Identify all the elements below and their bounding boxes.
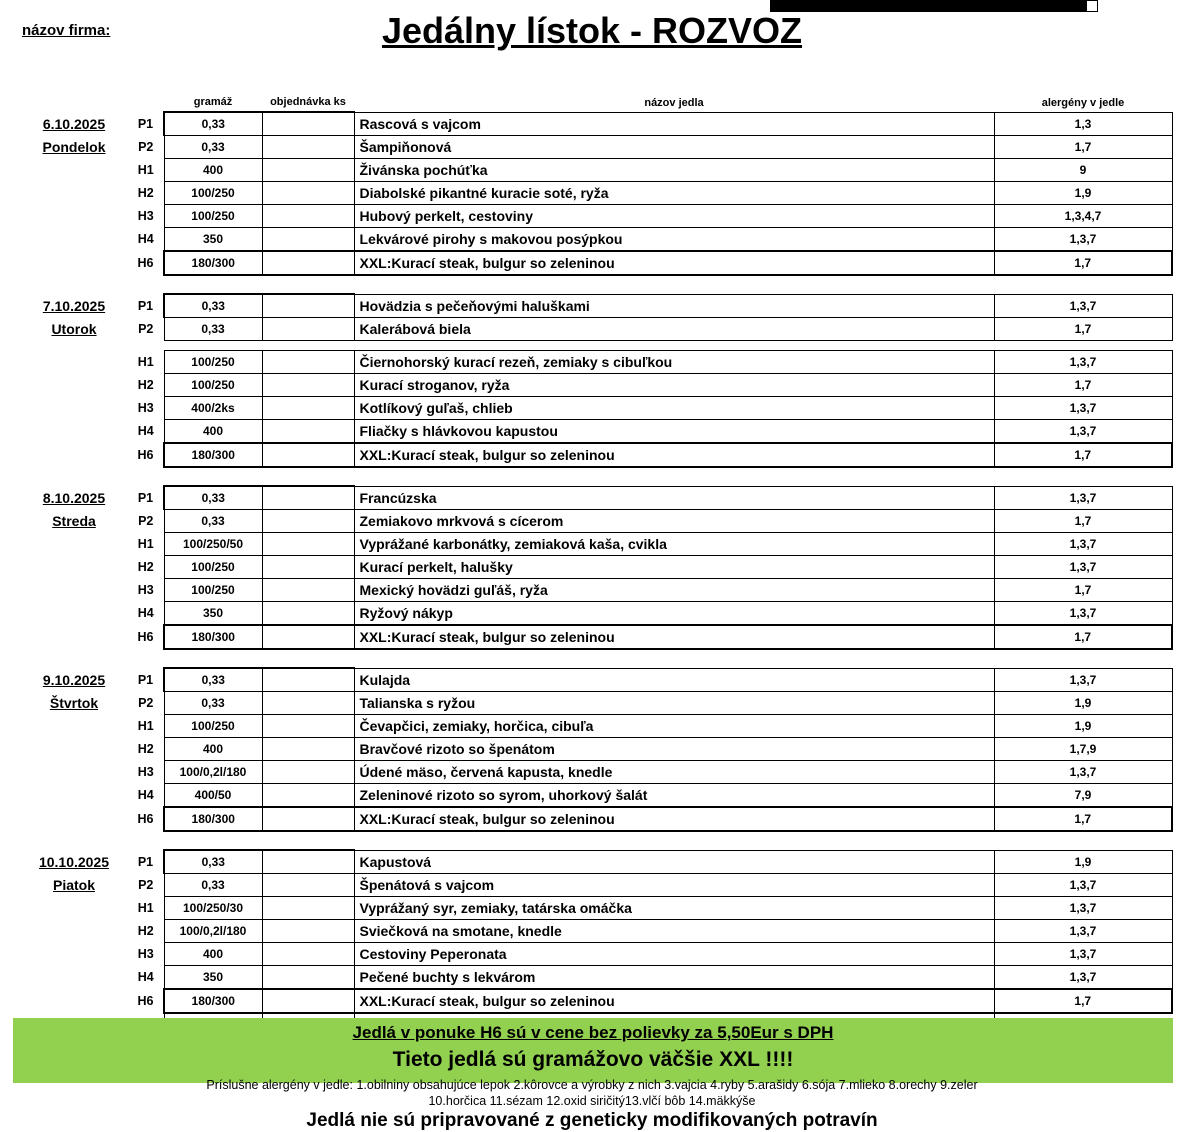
row-gramaz: 180/300: [164, 807, 262, 831]
row-date-empty: [20, 579, 128, 602]
row-allergens: 1,3,4,7: [994, 205, 1172, 228]
table-header-row: [20, 88, 1172, 112]
spacer-cell: [128, 831, 164, 850]
row-code: P1: [137, 116, 154, 131]
spacer-cell: [994, 275, 1172, 294]
row-order-input[interactable]: [262, 205, 354, 228]
spacer-cell: [20, 275, 128, 294]
spacer-cell: [262, 275, 354, 294]
row-allergens: 1,3,7: [994, 943, 1172, 966]
row-date-empty: [20, 784, 128, 808]
table-row: [20, 784, 1172, 808]
row-allergens: 1,3,7: [994, 420, 1172, 444]
header-order: objednávka ks: [270, 96, 346, 108]
allergen-legend-line-1: Príslušne alergény v jedle: 1.obilniny obsahujúce lepok 2.kôrovce a výrobky z nich 3.vajcia 4.ryby 5.arašidy 6.sója 7.mlieko 8.orechy 9.zeler: [206, 1078, 978, 1092]
table-row: [20, 443, 1172, 467]
spacer-cell: [994, 649, 1172, 668]
table-row: [20, 692, 1172, 715]
row-code: H4: [137, 232, 154, 247]
row-gramaz: 0,33: [164, 318, 262, 341]
row-date-empty: [20, 205, 128, 228]
spacer-cell: [20, 831, 128, 850]
row-gramaz: 400: [164, 738, 262, 761]
spacer-cell: [20, 467, 128, 486]
row-date-empty: [20, 807, 128, 831]
row-order-input[interactable]: [262, 761, 354, 784]
row-meal-name: Pečené buchty s lekvárom: [354, 966, 994, 990]
row-meal-name: Kurací stroganov, ryža: [354, 374, 994, 397]
promo-banner: [13, 1018, 1173, 1083]
spacer-cell: [354, 275, 994, 294]
row-meal-name: Kurací perkelt, halušky: [354, 556, 994, 579]
row-gramaz: 100/250: [164, 556, 262, 579]
row-order-input[interactable]: [262, 625, 354, 649]
table-row: [20, 182, 1172, 205]
row-allergens: 7,9: [994, 784, 1172, 808]
row-date-empty: [20, 738, 128, 761]
row-order-input[interactable]: [262, 897, 354, 920]
row-meal-name: Údené mäso, červená kapusta, knedle: [354, 761, 994, 784]
table-row: [20, 351, 1172, 374]
row-order-input[interactable]: [262, 850, 354, 874]
row-meal-name: XXL:Kurací steak, bulgur so zeleninou: [354, 807, 994, 831]
row-order-input[interactable]: [262, 397, 354, 420]
row-allergens: 1,7: [994, 443, 1172, 467]
row-gramaz: 400: [164, 420, 262, 444]
row-allergens: 1,3,7: [994, 602, 1172, 626]
row-meal-name: Čevapčici, zemiaky, horčica, cibuľa: [354, 715, 994, 738]
row-meal-name: XXL:Kurací steak, bulgur so zeleninou: [354, 443, 994, 467]
row-date-empty: [20, 397, 128, 420]
spacer-cell: [994, 831, 1172, 850]
row-code: H6: [137, 812, 154, 826]
row-gramaz: 350: [164, 966, 262, 990]
row-allergens: 1,3,7: [994, 351, 1172, 374]
row-allergens: 1,9: [994, 692, 1172, 715]
row-allergens: 1,7: [994, 625, 1172, 649]
row-order-input[interactable]: [262, 420, 354, 444]
row-order-input[interactable]: [262, 159, 354, 182]
row-order-input[interactable]: [262, 966, 354, 990]
row-meal-name: Bravčové rizoto so špenátom: [354, 738, 994, 761]
row-code: H6: [137, 994, 154, 1008]
table-row: [20, 205, 1172, 228]
table-row: [20, 897, 1172, 920]
spacer-cell: [354, 831, 994, 850]
company-name-label: názov firma:: [22, 22, 111, 39]
row-allergens: 1,9: [994, 715, 1172, 738]
row-order-input[interactable]: [262, 692, 354, 715]
row-order-input[interactable]: [262, 943, 354, 966]
header-gramaz: gramáž: [193, 96, 233, 108]
row-allergens: 1,3,7: [994, 397, 1172, 420]
row-gramaz: 180/300: [164, 989, 262, 1013]
table-row: [20, 966, 1172, 990]
header-spacer-date: [20, 88, 128, 112]
row-date: 8.10.2025: [42, 489, 106, 506]
row-gramaz: 0,33: [164, 486, 262, 510]
row-date-empty: [20, 159, 128, 182]
spacer-cell: [262, 467, 354, 486]
header-name: názov jedla: [644, 96, 704, 109]
row-code: H4: [137, 606, 154, 621]
blank-cell: [262, 341, 354, 351]
header-spacer-code: [128, 88, 164, 112]
row-gramaz: 0,33: [164, 850, 262, 874]
table-row: [20, 397, 1172, 420]
row-order-input[interactable]: [262, 989, 354, 1013]
row-date: 7.10.2025: [42, 297, 106, 314]
row-order-input[interactable]: [262, 920, 354, 943]
row-allergens: 9: [994, 159, 1172, 182]
table-row: [20, 112, 1172, 136]
row-order-input[interactable]: [262, 602, 354, 626]
row-meal-name: Vyprážaný syr, zemiaky, tatárska omáčka: [354, 897, 994, 920]
row-date-empty: [20, 897, 128, 920]
spacer-cell: [164, 831, 262, 850]
row-meal-name: Šampiňonová: [354, 136, 994, 159]
row-order-input[interactable]: [262, 874, 354, 897]
day-spacer-row: [20, 831, 1172, 850]
row-gramaz: 100/250: [164, 205, 262, 228]
row-order-input[interactable]: [262, 510, 354, 533]
row-code: H2: [137, 924, 154, 938]
row-date-empty: [20, 943, 128, 966]
row-code: H1: [137, 901, 154, 915]
table-row: [20, 341, 1172, 351]
table-row: [20, 294, 1172, 318]
allergen-legend-line-2: 10.horčica 11.sézam 12.oxid siričitý13.vlčí bôb 14.mäkkýše: [428, 1094, 756, 1108]
row-meal-name: Diabolské pikantné kuracie soté, ryža: [354, 182, 994, 205]
row-date-empty: [20, 182, 128, 205]
row-code: P2: [138, 878, 154, 892]
table-row: [20, 602, 1172, 626]
row-allergens: 1,7: [994, 318, 1172, 341]
row-gramaz: 400: [164, 159, 262, 182]
row-date: 6.10.2025: [42, 115, 106, 132]
row-gramaz: 400/50: [164, 784, 262, 808]
row-gramaz: 0,33: [164, 294, 262, 318]
row-gramaz: 100/250: [164, 182, 262, 205]
row-meal-name: Vyprážané karbonátky, zemiaková kaša, cvikla: [354, 533, 994, 556]
row-order-input[interactable]: [262, 136, 354, 159]
row-order-input[interactable]: [262, 351, 354, 374]
row-code: P1: [137, 490, 154, 505]
row-date-empty: [20, 533, 128, 556]
row-meal-name: Hubový perkelt, cestoviny: [354, 205, 994, 228]
row-meal-name: Živánska pochúťka: [354, 159, 994, 182]
row-meal-name: XXL:Kurací steak, bulgur so zeleninou: [354, 625, 994, 649]
row-allergens: 1,7: [994, 807, 1172, 831]
table-row: [20, 374, 1172, 397]
row-order-input[interactable]: [262, 486, 354, 510]
row-date-empty: [20, 420, 128, 444]
day-spacer-row: [20, 275, 1172, 294]
row-order-input[interactable]: [262, 374, 354, 397]
table-row: [20, 874, 1172, 897]
row-gramaz: 350: [164, 602, 262, 626]
row-allergens: 1,3,7: [994, 920, 1172, 943]
row-gramaz: 100/250: [164, 579, 262, 602]
row-code: H2: [137, 186, 154, 200]
row-meal-name: Hovädzia s pečeňovými haluškami: [354, 294, 994, 318]
spacer-cell: [354, 649, 994, 668]
day-spacer-row: [20, 467, 1172, 486]
row-gramaz: 100/250: [164, 715, 262, 738]
row-order-input[interactable]: [262, 443, 354, 467]
row-order-input[interactable]: [262, 738, 354, 761]
table-row: [20, 850, 1172, 874]
table-row: [20, 738, 1172, 761]
row-allergens: 1,7: [994, 989, 1172, 1013]
row-order-input[interactable]: [262, 807, 354, 831]
row-order-input[interactable]: [262, 318, 354, 341]
header-alergeny: alergény v jedle: [1041, 96, 1125, 109]
row-meal-name: XXL:Kurací steak, bulgur so zeleninou: [354, 989, 994, 1013]
menu-table: [20, 88, 1173, 1059]
row-date-empty: [20, 251, 128, 275]
row-allergens: 1,7: [994, 251, 1172, 275]
row-gramaz: 100/250: [164, 351, 262, 374]
row-code: H2: [137, 560, 154, 574]
row-gramaz: 400: [164, 943, 262, 966]
row-gramaz: 100/0,2l/180: [164, 920, 262, 943]
blank-cell: [164, 341, 262, 351]
row-code: H2: [137, 378, 154, 392]
row-date-empty: [20, 602, 128, 626]
table-row: [20, 228, 1172, 252]
spacer-cell: [354, 467, 994, 486]
row-day: Piatok: [52, 877, 95, 893]
spacer-cell: [128, 467, 164, 486]
row-code: P2: [138, 140, 154, 154]
page-title: Jedálny lístok - ROZVOZ: [381, 10, 803, 51]
row-meal-name: Francúzska: [354, 486, 994, 510]
row-allergens: 1,7: [994, 579, 1172, 602]
row-meal-name: Lekvárové pirohy s makovou posýpkou: [354, 228, 994, 252]
spacer-cell: [128, 275, 164, 294]
day-spacer-row: [20, 649, 1172, 668]
row-meal-name: Zemiakovo mrkvová s cícerom: [354, 510, 994, 533]
table-row: [20, 920, 1172, 943]
blank-cell: [128, 341, 164, 351]
table-row: [20, 420, 1172, 444]
row-order-input[interactable]: [262, 668, 354, 692]
row-code: H2: [137, 742, 154, 756]
row-code: H4: [137, 970, 154, 985]
row-allergens: 1,3: [994, 112, 1172, 136]
row-order-input[interactable]: [262, 294, 354, 318]
table-row: [20, 943, 1172, 966]
row-allergens: 1,3,7: [994, 668, 1172, 692]
row-gramaz: 100/250: [164, 374, 262, 397]
row-day: Streda: [52, 513, 96, 529]
table-row: [20, 989, 1172, 1013]
row-date-empty: [20, 228, 128, 252]
row-date-empty: [20, 920, 128, 943]
row-order-input[interactable]: [262, 182, 354, 205]
row-date-empty: [20, 351, 128, 374]
row-gramaz: 0,33: [164, 112, 262, 136]
row-gramaz: 100/250/50: [164, 533, 262, 556]
row-meal-name: Zeleninové rizoto so syrom, uhorkový šalát: [354, 784, 994, 808]
row-allergens: 1,9: [994, 182, 1172, 205]
row-allergens: 1,3,7: [994, 897, 1172, 920]
row-code: H1: [137, 355, 154, 369]
row-allergens: 1,3,7: [994, 533, 1172, 556]
row-order-input[interactable]: [262, 228, 354, 252]
spacer-cell: [994, 467, 1172, 486]
table-row: [20, 807, 1172, 831]
row-code: H6: [137, 630, 154, 644]
row-code: H3: [137, 583, 154, 597]
spacer-cell: [164, 275, 262, 294]
row-meal-name: Kalerábová biela: [354, 318, 994, 341]
spacer-cell: [128, 649, 164, 668]
row-code: H3: [137, 765, 154, 779]
row-meal-name: XXL:Kurací steak, bulgur so zeleninou: [354, 251, 994, 275]
row-gramaz: 0,33: [164, 692, 262, 715]
row-code: H3: [137, 947, 154, 961]
row-gramaz: 350: [164, 228, 262, 252]
blank-cell: [354, 341, 994, 351]
row-code: H6: [137, 448, 154, 462]
row-gramaz: 180/300: [164, 443, 262, 467]
blank-cell: [994, 341, 1172, 351]
row-order-input[interactable]: [262, 556, 354, 579]
table-row: [20, 579, 1172, 602]
row-gramaz: 400/2ks: [164, 397, 262, 420]
row-code: H3: [137, 401, 154, 415]
table-row: [20, 556, 1172, 579]
row-date-empty: [20, 556, 128, 579]
row-allergens: 1,7: [994, 136, 1172, 159]
row-meal-name: Talianska s ryžou: [354, 692, 994, 715]
row-code: H6: [137, 256, 154, 270]
table-row: [20, 159, 1172, 182]
row-code: P2: [138, 514, 154, 528]
row-allergens: 1,7: [994, 510, 1172, 533]
row-allergens: 1,7,9: [994, 738, 1172, 761]
table-row: [20, 510, 1172, 533]
row-meal-name: Kulajda: [354, 668, 994, 692]
table-row: [20, 533, 1172, 556]
row-allergens: 1,3,7: [994, 556, 1172, 579]
row-meal-name: Mexický hovädzi guľáš, ryža: [354, 579, 994, 602]
row-code: P2: [138, 696, 154, 710]
row-order-input[interactable]: [262, 784, 354, 808]
row-meal-name: Fliačky s hlávkovou kapustou: [354, 420, 994, 444]
row-order-input[interactable]: [262, 533, 354, 556]
spacer-cell: [164, 649, 262, 668]
row-meal-name: Špenátová s vajcom: [354, 874, 994, 897]
row-date-empty: [20, 443, 128, 467]
table-row: [20, 136, 1172, 159]
table-row: [20, 318, 1172, 341]
row-day: Štvrtok: [49, 695, 99, 711]
row-gramaz: 0,33: [164, 668, 262, 692]
row-allergens: 1,3,7: [994, 228, 1172, 252]
table-row: [20, 625, 1172, 649]
gmo-notice: Jedlá nie sú pripravované z geneticky modifikovaných potravín: [306, 1110, 878, 1131]
row-allergens: 1,3,7: [994, 874, 1172, 897]
row-allergens: 1,7: [994, 374, 1172, 397]
row-gramaz: 180/300: [164, 625, 262, 649]
row-date-empty: [20, 966, 128, 990]
row-date: 10.10.2025: [38, 853, 110, 870]
row-day: Pondelok: [42, 139, 106, 155]
row-meal-name: Kotlíkový guľaš, chlieb: [354, 397, 994, 420]
row-gramaz: 100/250/30: [164, 897, 262, 920]
row-code: H4: [137, 788, 154, 803]
spacer-cell: [262, 831, 354, 850]
row-code: P1: [137, 672, 154, 687]
row-meal-name: Cestoviny Peperonata: [354, 943, 994, 966]
blank-cell: [20, 341, 128, 351]
row-date-empty: [20, 989, 128, 1013]
table-row: [20, 761, 1172, 784]
row-allergens: 1,9: [994, 850, 1172, 874]
row-code: H1: [137, 163, 154, 177]
row-code: H4: [137, 424, 154, 439]
row-date-empty: [20, 761, 128, 784]
row-allergens: 1,3,7: [994, 966, 1172, 990]
row-code: H1: [137, 537, 154, 551]
row-gramaz: 0,33: [164, 136, 262, 159]
row-gramaz: 0,33: [164, 510, 262, 533]
spacer-cell: [262, 649, 354, 668]
row-meal-name: Rascová s vajcom: [354, 112, 994, 136]
banner-line-1: Jedlá v ponuke H6 sú v cene bez polievky za 5,50Eur s DPH: [352, 1023, 834, 1042]
row-order-input[interactable]: [262, 715, 354, 738]
row-code: P1: [137, 854, 154, 869]
row-gramaz: 180/300: [164, 251, 262, 275]
row-allergens: 1,3,7: [994, 761, 1172, 784]
row-date: 9.10.2025: [42, 671, 106, 688]
menu-table-body: [20, 88, 1172, 1058]
row-meal-name: Kapustová: [354, 850, 994, 874]
row-code: H3: [137, 209, 154, 223]
row-order-input[interactable]: [262, 251, 354, 275]
row-date-empty: [20, 625, 128, 649]
table-row: [20, 715, 1172, 738]
banner-line-2: Tieto jedlá sú gramážovo väčšie XXL !!!!: [392, 1048, 794, 1071]
row-allergens: 1,3,7: [994, 294, 1172, 318]
spacer-cell: [20, 649, 128, 668]
row-code: H1: [137, 719, 154, 733]
table-row: [20, 251, 1172, 275]
table-row: [20, 668, 1172, 692]
row-code: P1: [137, 298, 154, 313]
row-date-empty: [20, 374, 128, 397]
row-order-input[interactable]: [262, 579, 354, 602]
table-row: [20, 486, 1172, 510]
row-meal-name: Čiernohorský kurací rezeň, zemiaky s cibuľkou: [354, 351, 994, 374]
row-gramaz: 100/0,2l/180: [164, 761, 262, 784]
row-order-input[interactable]: [262, 112, 354, 136]
row-meal-name: Ryžový nákyp: [354, 602, 994, 626]
row-allergens: 1,3,7: [994, 486, 1172, 510]
row-day: Utorok: [51, 321, 97, 337]
row-code: P2: [138, 322, 154, 336]
row-date-empty: [20, 715, 128, 738]
row-gramaz: 0,33: [164, 874, 262, 897]
spacer-cell: [164, 467, 262, 486]
row-meal-name: Sviečková na smotane, knedle: [354, 920, 994, 943]
